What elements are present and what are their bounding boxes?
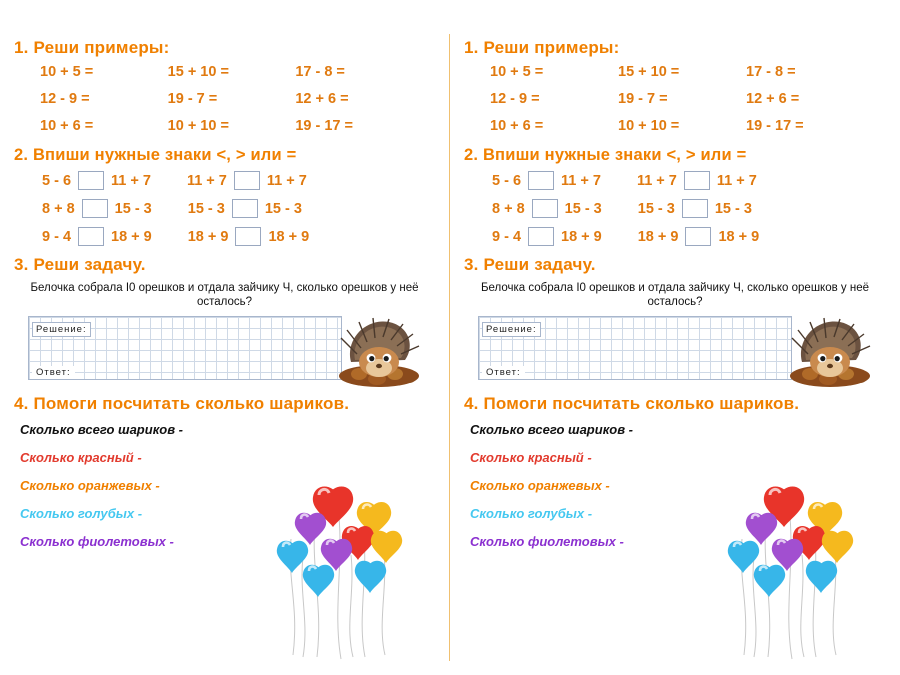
task4-questions	[14, 422, 248, 549]
comparison-expression: 18 + 9	[268, 228, 310, 245]
sign-input-box[interactable]	[234, 171, 260, 190]
balloon-question: Сколько красный -	[20, 449, 142, 465]
example-item: 10 + 5 =	[40, 64, 94, 80]
comparison-row	[42, 199, 435, 218]
comparison-expression: 15 - 3	[714, 200, 752, 217]
comparison-pair	[638, 199, 752, 218]
comparison-pair	[187, 171, 307, 190]
sign-input-box[interactable]	[685, 227, 711, 246]
sign-input-box[interactable]	[82, 199, 108, 218]
task2-comparisons	[464, 171, 886, 246]
comparison-expression: 5 - 6	[42, 172, 72, 189]
task3-title: 3. Реши задачу.	[464, 255, 596, 274]
comparison-expression: 11 + 7	[111, 172, 151, 189]
comparison-expression: 8 + 8	[42, 200, 75, 217]
comparison-pair	[42, 171, 151, 190]
task3-problem-text: Белочка собрала I0 орешков и отдала зайчику Ч, сколько орешков у неё осталось?	[480, 282, 869, 309]
comparison-pair	[637, 171, 757, 190]
task3-solution-area	[464, 316, 886, 388]
comparison-expression: 18 + 9	[637, 228, 679, 245]
balloon-question: Сколько всего шариков -	[20, 421, 184, 437]
balloon-question: Сколько фиолетовых -	[470, 533, 624, 549]
task3-problem-text: Белочка собрала I0 орешков и отдала зайчику Ч, сколько орешков у неё осталось?	[30, 282, 419, 309]
balloon-question: Сколько оранжевых -	[20, 477, 160, 493]
example-item: 15 + 10 =	[618, 64, 680, 80]
balloon-question: Сколько всего шариков -	[470, 421, 634, 437]
balloons-icon	[694, 477, 874, 667]
balloon-question: Сколько оранжевых -	[470, 477, 610, 493]
balloon-question: Сколько фиолетовых -	[20, 533, 174, 549]
example-item: 10 + 6 =	[40, 118, 94, 134]
comparison-pair	[638, 227, 759, 246]
example-item: 10 + 5 =	[490, 64, 544, 80]
squirrel-icon	[333, 310, 429, 390]
sign-input-box[interactable]	[684, 171, 710, 190]
comparison-row	[492, 227, 886, 246]
task1-examples	[464, 64, 886, 134]
example-item: 12 - 9 =	[490, 91, 540, 107]
balloons-icon	[243, 477, 423, 667]
example-item: 15 + 10 =	[167, 64, 229, 80]
solution-label: Решение:	[32, 322, 91, 337]
comparison-expression: 5 - 6	[492, 172, 522, 189]
solution-label: Решение:	[482, 322, 541, 337]
comparison-pair	[492, 171, 601, 190]
comparison-expression: 18 + 9	[718, 228, 760, 245]
comparison-expression: 15 - 3	[264, 200, 302, 217]
comparison-expression: 15 - 3	[564, 200, 602, 217]
squirrel-icon	[784, 310, 880, 390]
example-item: 10 + 6 =	[490, 118, 544, 134]
comparison-pair	[492, 199, 602, 218]
task3-solution-area	[14, 316, 435, 388]
example-item: 12 - 9 =	[40, 91, 90, 107]
worksheet-copy-right	[450, 34, 900, 661]
sign-input-box[interactable]	[232, 199, 258, 218]
comparison-expression: 9 - 4	[492, 228, 522, 245]
task4-title: 4. Помоги посчитать сколько шариков.	[464, 393, 800, 413]
comparison-pair	[42, 199, 152, 218]
example-item: 19 - 17 =	[746, 118, 804, 134]
comparison-expression: 15 - 3	[637, 200, 675, 217]
sign-input-box[interactable]	[528, 171, 554, 190]
comparison-expression: 8 + 8	[492, 200, 525, 217]
comparison-pair	[492, 227, 602, 246]
example-item: 12 + 6 =	[295, 91, 349, 107]
comparison-row	[492, 199, 886, 218]
balloon-question: Сколько голубых -	[20, 505, 143, 521]
comparison-expression: 15 - 3	[114, 200, 152, 217]
task2-title: 2. Впиши нужные знаки <, > или =	[14, 146, 297, 164]
comparison-expression: 15 - 3	[187, 200, 225, 217]
example-item: 17 - 8 =	[295, 64, 345, 80]
example-item: 19 - 7 =	[167, 91, 218, 107]
comparison-expression: 18 + 9	[561, 228, 602, 245]
task4-questions	[464, 422, 698, 549]
balloon-question: Сколько голубых -	[470, 505, 593, 521]
task4-title: 4. Помоги посчитать сколько шариков.	[14, 393, 350, 413]
sign-input-box[interactable]	[78, 171, 104, 190]
example-item: 10 + 10 =	[167, 118, 229, 134]
task2-comparisons	[14, 171, 435, 246]
sign-input-box[interactable]	[235, 227, 261, 246]
comparison-row	[42, 227, 435, 246]
comparison-pair	[42, 227, 152, 246]
comparison-expression: 11 + 7	[266, 172, 307, 189]
example-item: 10 + 10 =	[618, 118, 680, 134]
comparison-expression: 18 + 9	[187, 228, 229, 245]
answer-label: Ответ:	[482, 366, 525, 379]
task1-title: 1. Реши примеры:	[14, 38, 170, 57]
comparison-expression: 11 + 7	[636, 172, 677, 189]
task2-title: 2. Впиши нужные знаки <, > или =	[464, 146, 747, 164]
comparison-expression: 18 + 9	[111, 228, 152, 245]
example-item: 12 + 6 =	[746, 91, 800, 107]
sign-input-box[interactable]	[78, 227, 104, 246]
balloon-question: Сколько красный -	[470, 449, 592, 465]
comparison-expression: 11 + 7	[716, 172, 757, 189]
comparison-row	[42, 171, 435, 190]
sign-input-box[interactable]	[528, 227, 554, 246]
task3-title: 3. Реши задачу.	[14, 255, 146, 274]
worksheet-copy-left	[0, 34, 450, 661]
comparison-pair	[188, 227, 309, 246]
answer-label: Ответ:	[32, 366, 75, 379]
comparison-pair	[188, 199, 302, 218]
sign-input-box[interactable]	[532, 199, 558, 218]
comparison-row	[492, 171, 886, 190]
task1-examples	[14, 64, 435, 134]
comparison-expression: 11 + 7	[561, 172, 601, 189]
example-item: 19 - 7 =	[618, 91, 668, 107]
sign-input-box[interactable]	[682, 199, 708, 218]
comparison-expression: 11 + 7	[186, 172, 227, 189]
comparison-expression: 9 - 4	[42, 228, 72, 245]
example-item: 19 - 17 =	[295, 118, 353, 134]
task1-title: 1. Реши примеры:	[464, 38, 620, 57]
example-item: 17 - 8 =	[746, 64, 796, 80]
